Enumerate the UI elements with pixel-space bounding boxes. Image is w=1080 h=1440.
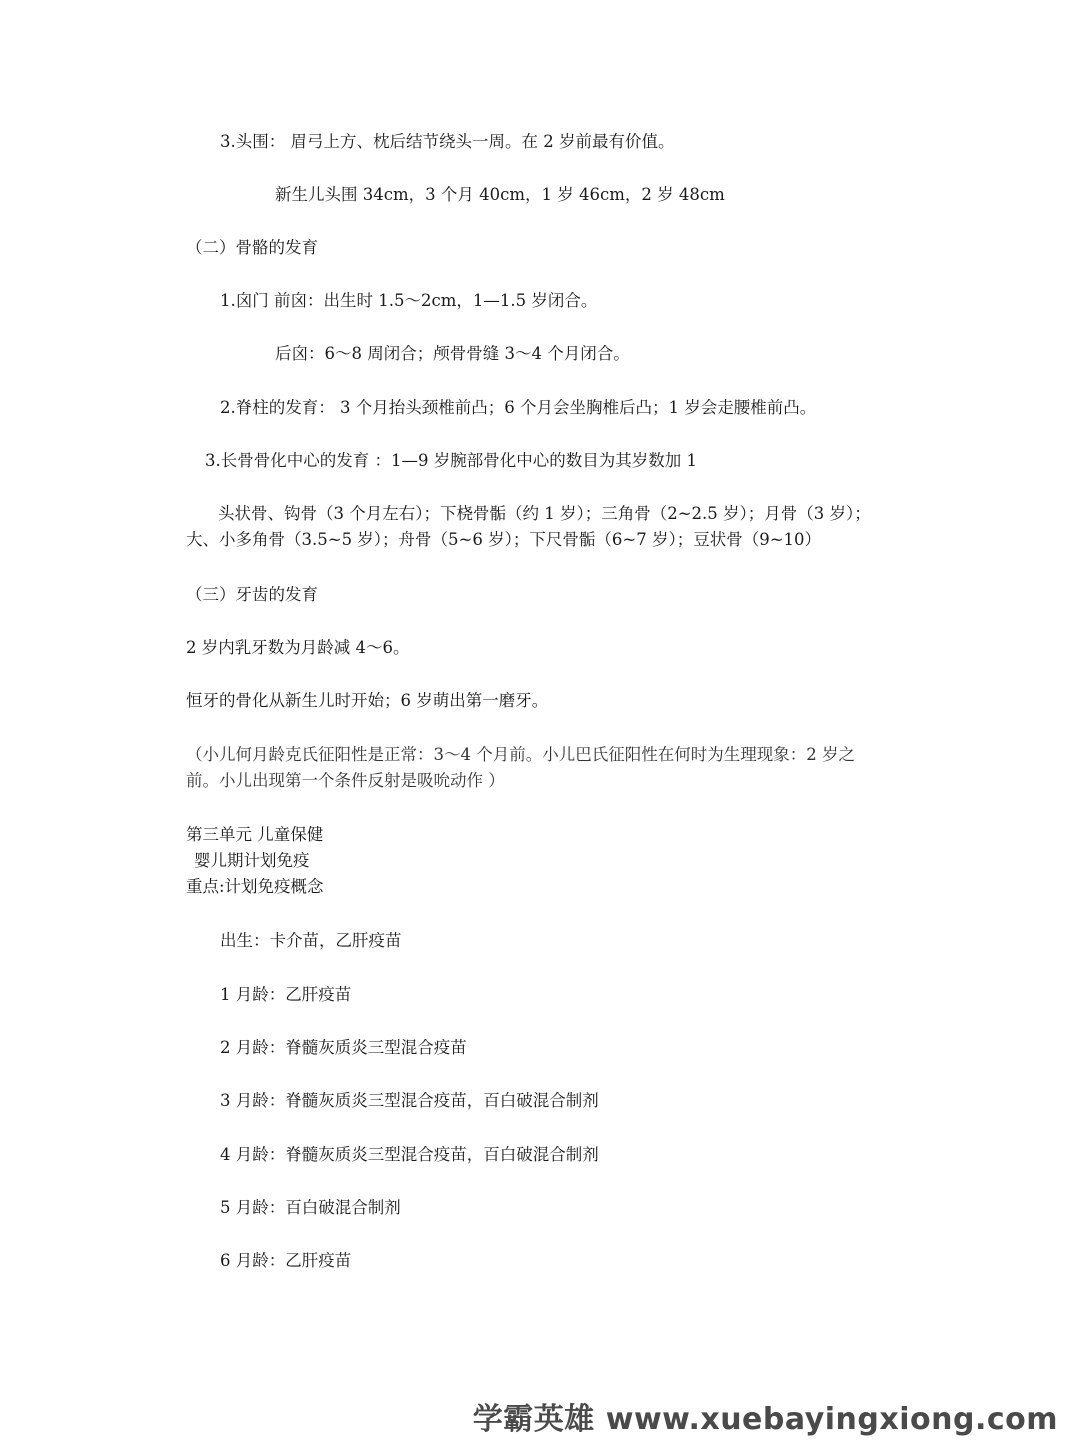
schedule-item: 6 月龄：乙肝疫苗: [220, 1251, 352, 1270]
schedule-item: 5 月龄：百白破混合制剂: [220, 1198, 401, 1217]
carpal-bones-line-2: 大、小多角骨（3.5~5 岁）；舟骨（5~6 岁）；下尺骨骺（6~7 岁）；豆状骨（9~10）: [186, 530, 822, 549]
spine-development: 2.脊柱的发育： 3 个月抬头颈椎前凸；6 个月会坐胸椎后凸；1 岁会走腰椎前凸。: [220, 398, 817, 417]
reflex-note-line-1: （小儿何月龄克氏征阳性是正常：3～4 个月前。小儿巴氏征阳性在何时为生理现象：2 岁之: [186, 745, 855, 764]
unit3-subtitle: 婴儿期计划免疫: [194, 851, 310, 870]
teeth-heading: （三）牙齿的发育: [186, 585, 318, 604]
schedule-item: 4 月龄：脊髓灰质炎三型混合疫苗，百白破混合制剂: [220, 1145, 599, 1164]
bone-heading: （二）骨骼的发育: [186, 238, 318, 257]
permanent-teeth: 恒牙的骨化从新生儿时开始；6 岁萌出第一磨牙。: [186, 691, 549, 710]
schedule-item: 3 月龄：脊髓灰质炎三型混合疫苗，百白破混合制剂: [220, 1091, 599, 1110]
reflex-note-line-2: 前。小儿出现第一个条件反射是吸吮动作 ）: [186, 771, 505, 790]
unit3-title: 第三单元 儿童保健: [186, 825, 324, 844]
head-circumference-values: 新生儿头围 34cm，3 个月 40cm，1 岁 46cm，2 岁 48cm: [275, 185, 725, 204]
unit3-key-point: 重点:计划免疫概念: [186, 877, 324, 896]
fontanel-front: 1.囟门 前囟：出生时 1.5～2cm，1—1.5 岁闭合。: [220, 291, 598, 310]
schedule-item: 2 月龄：脊髓灰质炎三型混合疫苗: [220, 1038, 467, 1057]
schedule-item: 1 月龄：乙肝疫苗: [220, 985, 352, 1004]
fontanel-back: 后囟：6～8 周闭合；颅骨骨缝 3～4 个月闭合。: [275, 344, 630, 363]
site-watermark: 学霸英雄 www.xuebayingxiong.com: [472, 1402, 1058, 1437]
milk-teeth: 2 岁内乳牙数为月龄减 4～6。: [186, 638, 410, 657]
schedule-item: 出生：卡介苗，乙肝疫苗: [220, 931, 402, 950]
head-circumference-title: 3.头围： 眉弓上方、枕后结节绕头一周。在 2 岁前最有价值。: [220, 132, 675, 151]
ossification-center: 3.长骨骨化中心的发育 ：1—9 岁腕部骨化中心的数目为其岁数加 1: [205, 451, 697, 470]
carpal-bones-line-1: 头状骨、钩骨（3 个月左右）；下桡骨骺（约 1 岁）；三角骨（2~2.5 岁）；月骨（3 岁）；: [218, 504, 871, 523]
